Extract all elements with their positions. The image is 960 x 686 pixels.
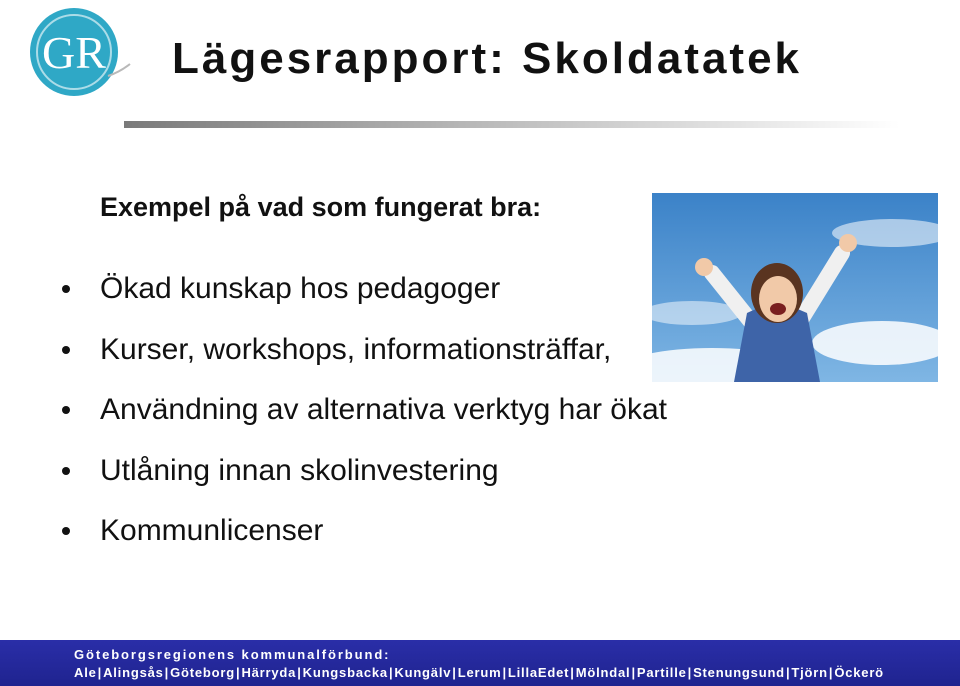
bullet-text: Kurser, workshops, informationsträffar, [100,332,612,366]
bullet-item [62,329,667,390]
municipality-name: Ale [74,665,97,680]
municipality-name: Öckerö [834,665,884,680]
bullet-item [62,510,667,571]
title-underline [124,121,900,128]
bullet-dot [62,527,70,535]
municipality-name: LillaEdet [507,665,570,680]
footer-heading: Göteborgsregionens kommunalförbund: [74,647,391,662]
bullet-text: Kommunlicenser [100,514,324,547]
gr-logo [28,6,132,98]
logo-text: GR [42,27,106,78]
municipality-name: Göteborg [170,665,236,680]
municipality-name: Stenungsund [693,665,785,680]
bullet-item [62,268,667,329]
municipality-name: Kungsbacka [302,665,388,680]
child-cheering-photo [652,193,938,382]
footer-banner [0,640,960,686]
section-subheading: Exempel på vad som fungerat bra: [100,192,542,222]
bullet-dot [62,406,70,414]
bullet-list [62,268,667,571]
bullet-dot [62,285,70,293]
bullet-item [62,450,667,511]
bullet-dot [62,467,70,475]
slide-title: Lägesrapport: Skoldatatek [172,34,803,83]
municipality-name: Alingsås [103,665,164,680]
bullet-text: Ökad kunskap hos pedagoger [100,272,501,305]
municipality-name: Partille [636,665,687,680]
bullet-item [62,389,667,450]
municipality-name: Mölndal [575,665,631,680]
bullet-text: Utlåning innan skolinvestering [100,453,499,487]
footer-municipalities: Ale|Alingsås|Göteborg|Härryda|Kungsbacka|Kungälv|Lerum|LillaEdet|Mölndal|Partille|Stenungsund|Tjörn|Öckerö [74,665,884,680]
bullet-text: Användning av alternativa verktyg har ökat [100,393,667,426]
bullet-dot [62,346,70,354]
municipality-name: Kungälv [394,665,452,680]
municipality-name: Härryda [241,665,297,680]
municipality-name: Tjörn [791,665,828,680]
municipality-name: Lerum [457,665,502,680]
